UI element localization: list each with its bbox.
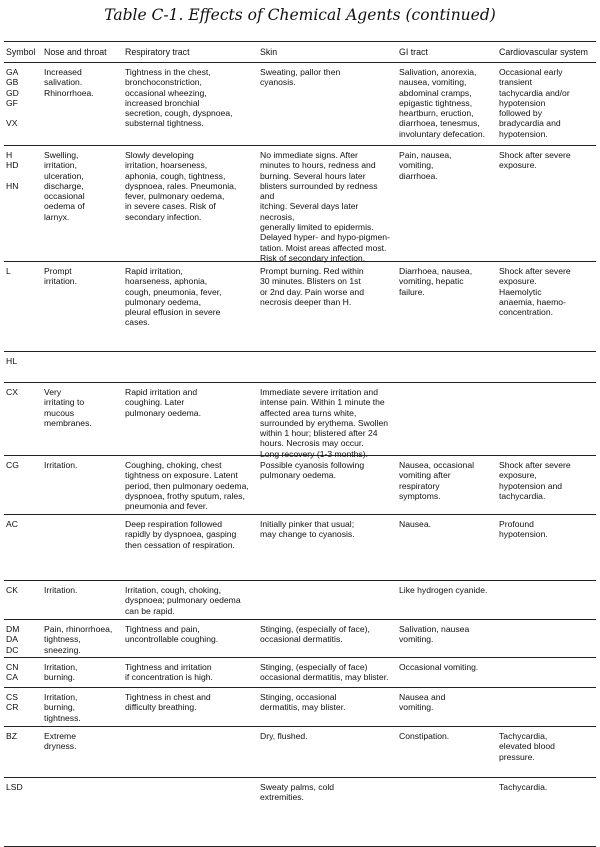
cell-nose-throat: Prompt irritation. [44, 266, 77, 287]
table-row [4, 658, 596, 688]
table-row [4, 515, 596, 581]
cell-symbol: L [6, 266, 11, 276]
cell-skin: Stinging, (especially of face), occasional dermatitis. [260, 624, 370, 645]
cell-cardiovascular: Shock after severe exposure. Haemolytic anaemia, haemo- concentration. [499, 266, 571, 318]
cell-skin: Dry, flushed. [260, 731, 308, 741]
cell-respiratory: Tightness and pain, uncontrollable coughing. [125, 624, 219, 645]
table-row [4, 688, 596, 727]
cell-cardiovascular: Shock after severe exposure. [499, 150, 571, 171]
cell-nose-throat: Very irritating to mucous membranes. [44, 387, 92, 428]
cell-symbol: CN CA [6, 662, 19, 683]
cell-gi-tract: Nausea. [399, 519, 432, 529]
cell-symbol: AC [6, 519, 18, 529]
cell-nose-throat: Pain, rhinorrhoea, tightness, sneezing. [44, 624, 113, 655]
effects-table [4, 41, 596, 847]
cell-skin: Stinging, occasional dermatitis, may blister. [260, 692, 346, 713]
cell-nose-throat: Increased salivation. Rhinorrhoea. [44, 67, 94, 98]
cell-gi-tract: Like hydrogen cyanide. [399, 585, 488, 595]
cell-symbol: GA GB GD GF VX [6, 67, 19, 129]
cell-skin: No immediate signs. After minutes to hours, redness and burning. Several hours later blisters surrounded by redness and itching. Several days later necrosis, generally limited to epidermis. Delayed hyper- and hypo-pigmen- tation. Moist areas affected most. Risk of secondary infection. [260, 150, 390, 263]
cell-nose-throat: Irritation, burning. [44, 662, 78, 683]
cell-respiratory: Coughing, choking, chest tightness on exposure. Latent period, then pulmonary oedema, dyspnoea, frothy sputum, rales, pneumonia and fever. [125, 460, 249, 512]
header-skin: Skin [260, 47, 278, 57]
cell-nose-throat: Irritation. [44, 585, 78, 595]
cell-respiratory: Slowly developing irritation, hoarseness, aphonia, cough, tightness, dyspnoea, rales. Pneumonia, fever, pulmonary oedema, in severe cases. Risk of secondary infection. [125, 150, 237, 222]
cell-respiratory: Deep respiration followed rapidly by dyspnoea, gasping then cessation of respiration. [125, 519, 237, 550]
cell-respiratory: Tightness and irritation if concentration is high. [125, 662, 213, 683]
cell-gi-tract: Pain, nausea, vomiting, diarrhoea. [399, 150, 452, 181]
cell-gi-tract: Diarrhoea, nausea, vomiting, hepatic failure. [399, 266, 473, 297]
cell-cardiovascular: Shock after severe exposure, hypotension and tachycardia. [499, 460, 571, 501]
cell-cardiovascular: Profound hypotension. [499, 519, 548, 540]
cell-respiratory: Tightness in chest and difficulty breathing. [125, 692, 211, 713]
page-title: Table C-1. Effects of Chemical Agents (continued) [104, 6, 496, 24]
cell-symbol: H HD HN [6, 150, 19, 191]
cell-gi-tract: Salivation, anorexia, nausea, vomiting, abdominal cramps, epigastic tightness, heartburn, eruction, diarrhoea, tenesmus, involuntary defecation. [399, 67, 485, 139]
table-header-row [4, 42, 596, 63]
cell-gi-tract: Salivation, nausea vomiting. [399, 624, 470, 645]
cell-gi-tract: Nausea, occasional vomiting after respiratory symptoms. [399, 460, 475, 501]
header-nose-throat: Nose and throat [44, 47, 107, 57]
cell-skin: Prompt burning. Red within 30 minutes. Blisters on 1st or 2nd day. Pain worse and necrosis deeper than H. [260, 266, 364, 307]
header-symbol: Symbol [6, 47, 36, 57]
cell-respiratory: Tightness in the chest, bronchoconstriction, occasional wheezing, increased bronchial secretion, cough, dyspnoea, substernal tightness. [125, 67, 233, 129]
cell-nose-throat: Swelling, irritation, ulceration, discharge, occasional oedema of larnyx. [44, 150, 85, 222]
cell-respiratory: Irritation, cough, choking, dyspnoea; pulmonary oedema can be rapid. [125, 585, 241, 616]
cell-skin: Immediate severe irritation and intense pain. Within 1 minute the affected area turns white, surrounded by erythema. Swollen within 1 hour; blistered after 24 hours. Necrosis may occur. Long recovery (1-3 months). [260, 387, 389, 459]
cell-skin: Sweating, pallor then cyanosis. [260, 67, 341, 88]
cell-skin: Stinging, (especially of face) occasional dermatitis, may blister. [260, 662, 389, 683]
cell-nose-throat: Extreme dryness. [44, 731, 77, 752]
cell-gi-tract: Nausea and vomiting. [399, 692, 446, 713]
cell-cardiovascular: Tachycardia, elevated blood pressure. [499, 731, 555, 762]
cell-symbol: DM DA DC [6, 624, 20, 655]
cell-nose-throat: Irritation. [44, 460, 78, 470]
cell-nose-throat: Irritation, burning, tightness. [44, 692, 81, 723]
table-row [4, 262, 596, 352]
cell-respiratory: Rapid irritation and coughing. Later pulmonary oedema. [125, 387, 201, 418]
cell-gi-tract: Occasional vomiting. [399, 662, 479, 672]
table-row [4, 383, 596, 459]
cell-respiratory: Rapid irritation, hoarseness, aphonia, cough, pneumonia, fever, pulmonary oedema, pleural effusion in severe cases. [125, 266, 222, 328]
cell-skin: Possible cyanosis following pulmonary oedema. [260, 460, 365, 481]
header-cardiovascular: Cardiovascular system [499, 47, 588, 57]
cell-skin: Sweaty palms, cold extremities. [260, 782, 335, 803]
cell-skin: Initially pinker that usual; may change to cyanosis. [260, 519, 355, 540]
cell-symbol: CK [6, 585, 18, 595]
header-gi-tract: GI tract [399, 47, 428, 57]
table-row [4, 581, 596, 620]
table-row [4, 456, 596, 515]
cell-cardiovascular: Occasional early transient tachycardia and/or hypotension followed by bradycardia and hypotension. [499, 67, 570, 139]
table-row [4, 63, 596, 146]
table-row [4, 727, 596, 778]
cell-symbol: BZ [6, 731, 17, 741]
table-row [4, 146, 596, 262]
cell-symbol: HL [6, 356, 17, 366]
table-row [4, 620, 596, 658]
header-respiratory: Respiratory tract [125, 47, 190, 57]
cell-symbol: CS CR [6, 692, 19, 713]
cell-symbol: LSD [6, 782, 23, 792]
cell-cardiovascular: Tachycardia. [499, 782, 548, 792]
cell-gi-tract: Constipation. [399, 731, 450, 741]
cell-symbol: CX [6, 387, 18, 397]
table-row [4, 352, 596, 383]
cell-symbol: CG [6, 460, 19, 470]
